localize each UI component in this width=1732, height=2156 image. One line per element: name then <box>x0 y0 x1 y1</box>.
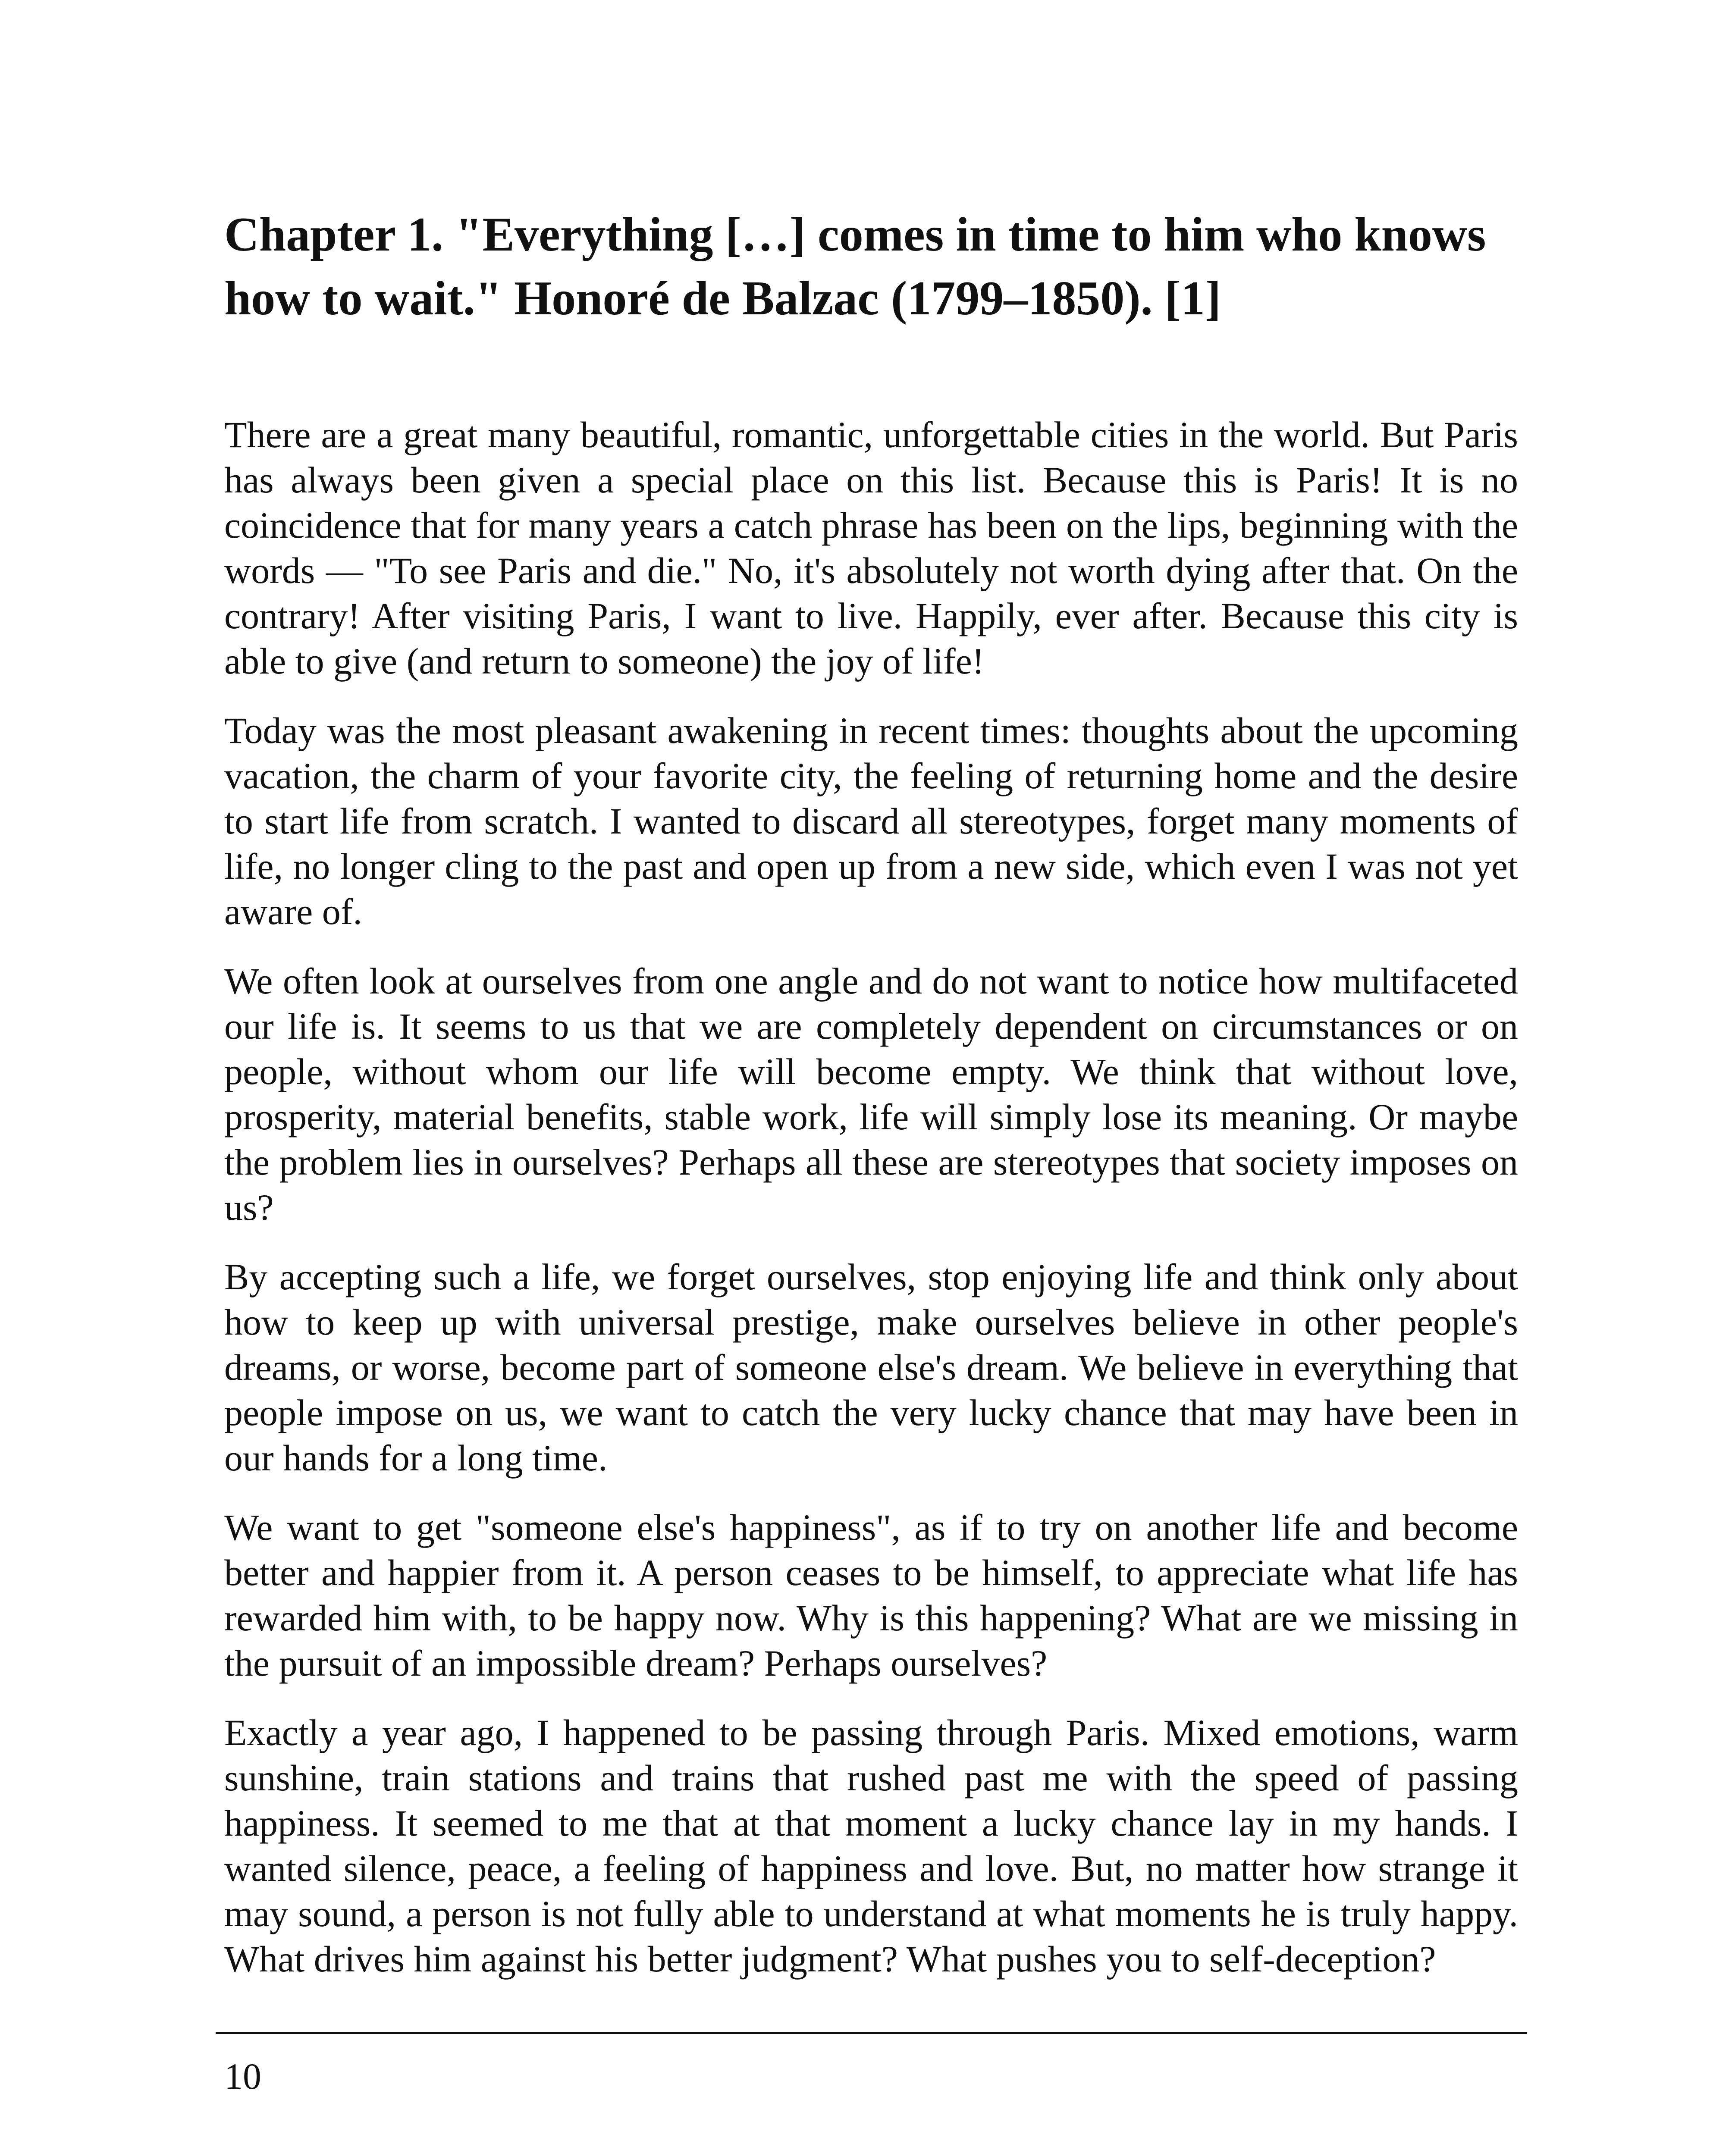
paragraph-1: There are a great many beautiful, romantic, unforgettable cities in the world. But Paris has always been given a special place on this list. Because this is Paris! It is no coincidence that for many years a catch phrase has been on the lips, beginning with the words — "To see Paris and die." No, it's absolutely not worth dying after that. On the contrary! After visiting Paris, I want to live. Happily, ever after. Because this city is able to give (and return to someone) the joy of life! <box>224 414 1518 682</box>
paragraph-4: By accepting such a life, we forget ourselves, stop enjoying life and think only about how to keep up with universal prestige, make ourselves believe in other people's dreams, or worse, become part of someone else's dream. We believe in everything that people impose on us, we want to catch the very lucky chance that may have been in our hands for a long time. <box>224 1256 1518 1479</box>
paragraph-3: We often look at ourselves from one angle and do not want to notice how multifaceted our life is. It seems to us that we are completely dependent on circumstances or on people, without whom our life will become empty. We think that without love, prosperity, material benefits, stable work, life will simply lose its meaning. Or maybe the problem lies in ourselves? Perhaps all these are stereotypes that society imposes on us? <box>224 960 1518 1228</box>
paragraph-5: We want to get "someone else's happiness", as if to try on another life and become better and happier from it. A person ceases to be himself, to appreciate what life has rewarded him with, to be happy now. Why is this happening? What are we missing in the pursuit of an impossible dream? Perhaps ourselves? <box>224 1507 1518 1684</box>
footer-divider <box>216 2032 1527 2034</box>
chapter-title: Chapter 1. "Everything […] comes in time to him who knows how to wait." Honoré de Balzac (1799–1850). [1] <box>224 208 1486 325</box>
paragraph-6: Exactly a year ago, I happened to be passing through Paris. Mixed emotions, warm sunshine, train stations and trains that rushed past me with the speed of passing happiness. It seemed to me that at that moment a lucky chance lay in my hands. I wanted silence, peace, a feeling of happiness and love. But, no matter how strange it may sound, a person is not fully able to understand at what moments he is truly happy. What drives him against his better judgment? What pushes you to self-deception? <box>224 1712 1518 1980</box>
page-content <box>224 203 1518 2006</box>
page-number: 10 <box>224 2056 261 2097</box>
paragraph-2: Today was the most pleasant awakening in recent times: thoughts about the upcoming vacation, the charm of your favorite city, the feeling of returning home and the desire to start life from scratch. I wanted to discard all stereotypes, forget many moments of life, no longer cling to the past and open up from a new side, which even I was not yet aware of. <box>224 710 1518 932</box>
body-text <box>224 412 1518 1982</box>
